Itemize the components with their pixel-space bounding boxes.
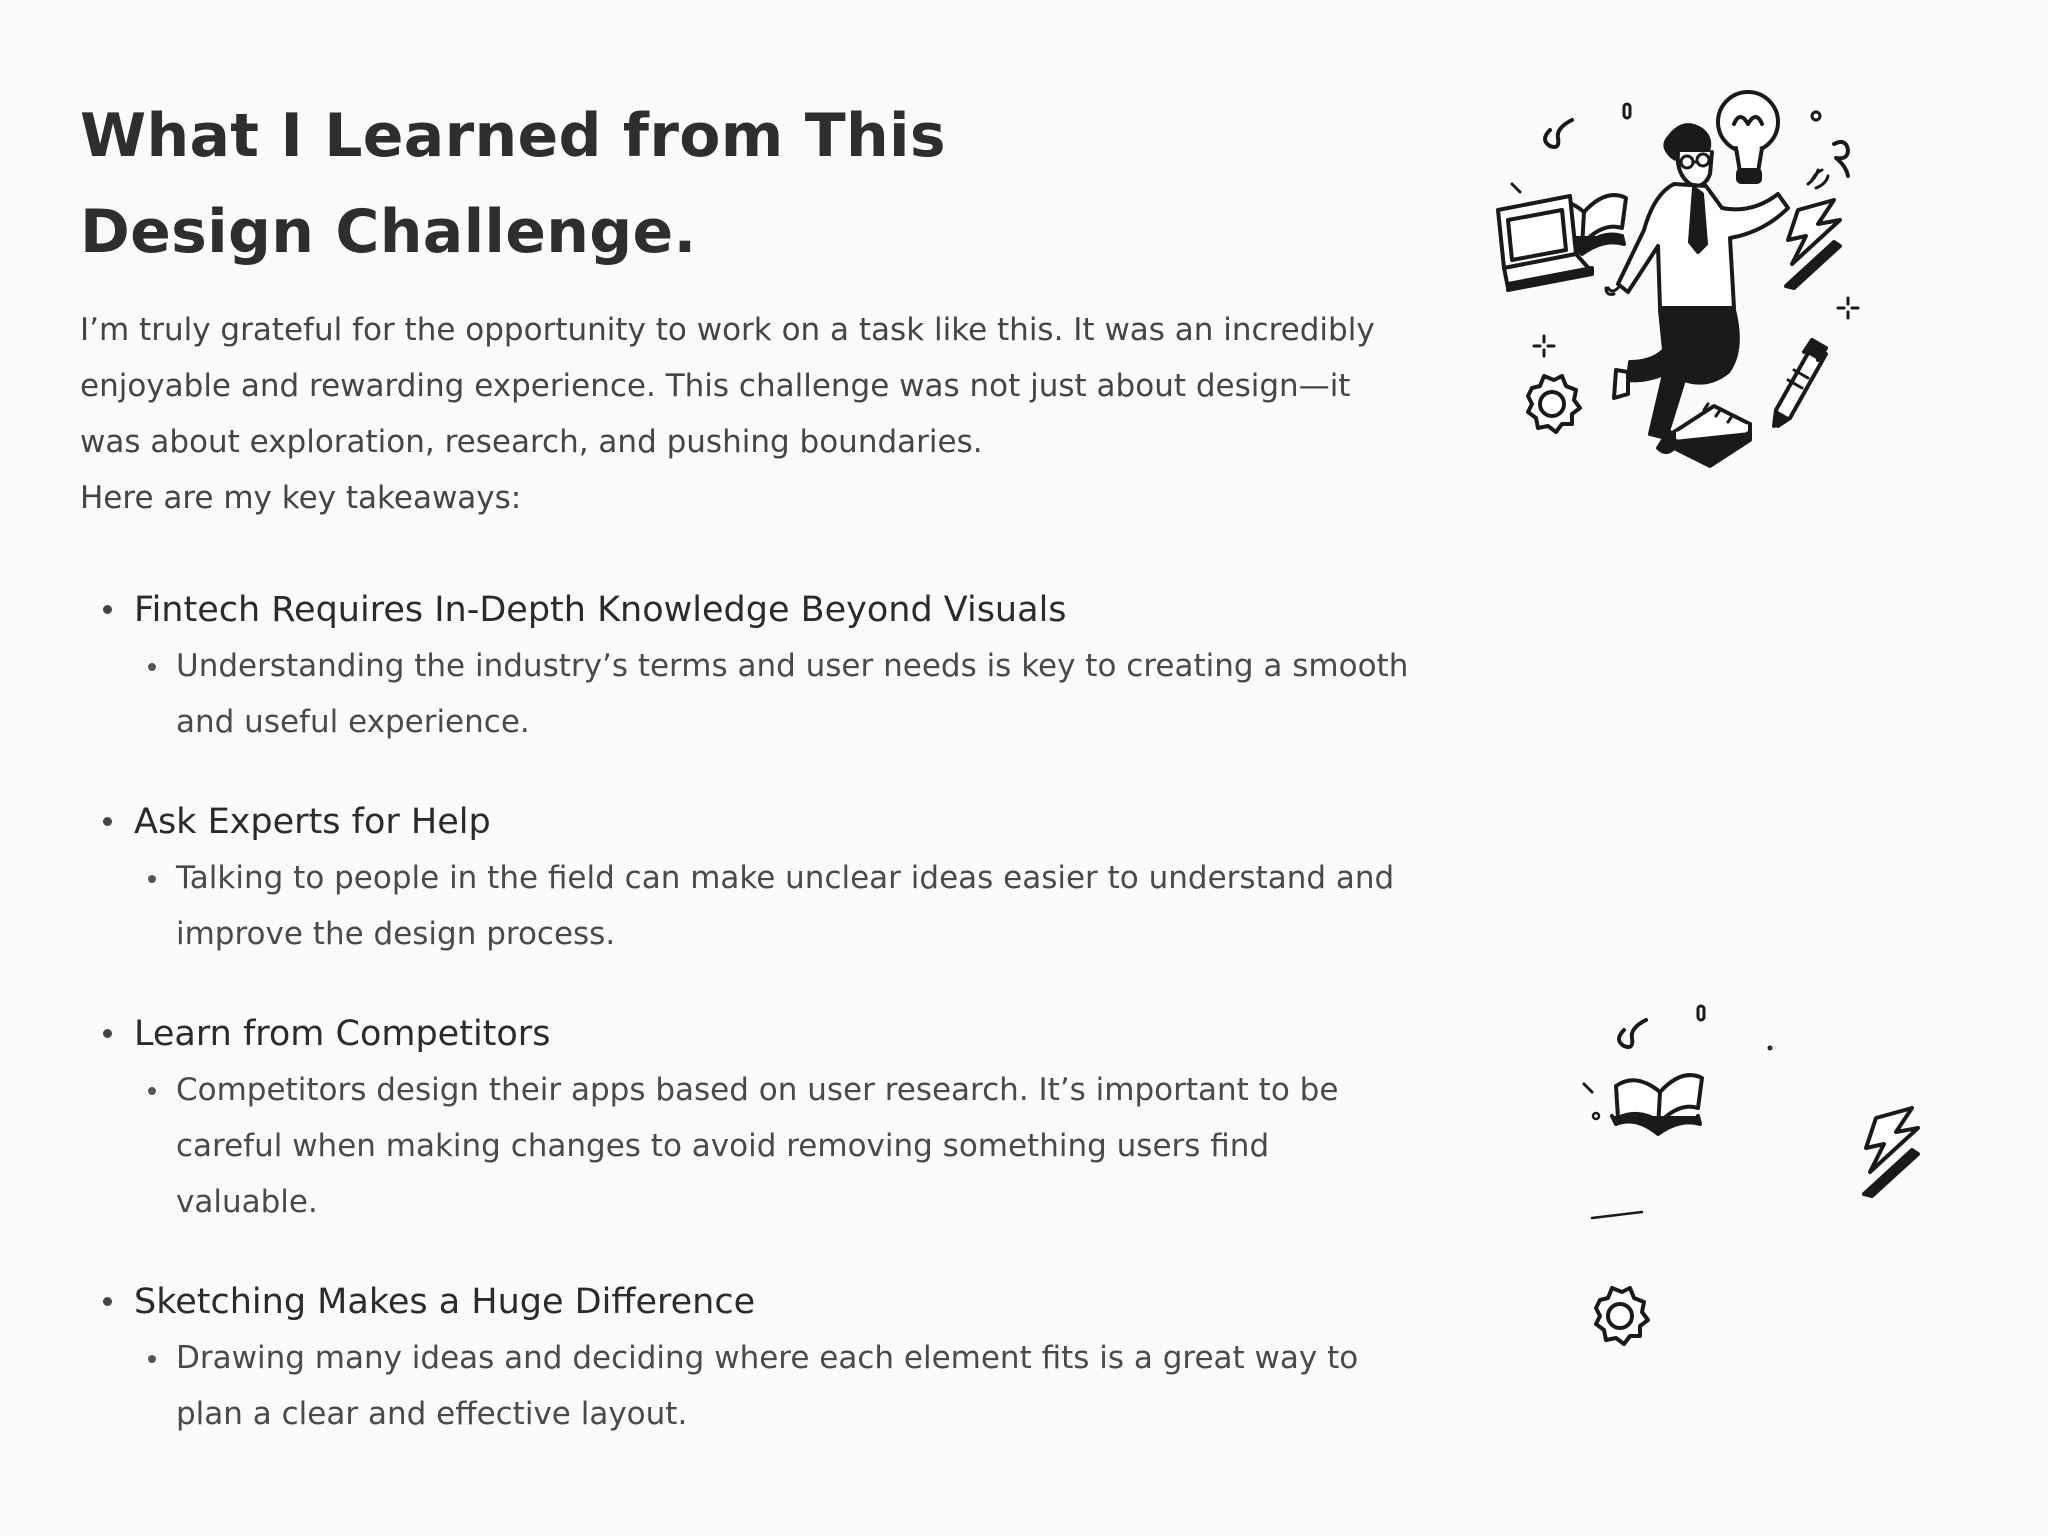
dash-doodle-icon (1698, 1006, 1704, 1020)
page-title-line-1: What I Learned from This (80, 101, 946, 171)
swirl-doodle-icon (1619, 1020, 1646, 1047)
dash-doodle-icon (1624, 104, 1630, 118)
person-jumping-illustration (1490, 80, 1880, 480)
gear-icon (1528, 376, 1580, 432)
dot-doodle-icon (1593, 1113, 1599, 1119)
sparkle-icon (1838, 298, 1858, 318)
intro (80, 302, 1420, 526)
pencil-icon (1774, 340, 1826, 426)
dash-doodle-icon (1512, 184, 1520, 192)
takeaway-detail: Drawing many ideas and deciding where each element fits is a great way to plan a clear and effective layout. (134, 1330, 1420, 1442)
open-book-icon (1612, 1075, 1702, 1134)
takeaway-detail: Competitors design their apps based on user research. It’s important to be careful when making changes to avoid removing something users find valuable. (134, 1062, 1420, 1230)
dot-doodle-icon (1769, 1047, 1772, 1050)
swirl-doodle-icon (1545, 120, 1572, 147)
takeaway-title: Learn from Competitors (134, 1014, 551, 1054)
lightbulb-icon (1718, 92, 1778, 182)
swirl-doodle-icon (1834, 142, 1848, 176)
notepad-stack-icon (1674, 404, 1750, 466)
takeaway-detail: Understanding the industry’s terms and user needs is key to creating a smooth and useful experience. (134, 638, 1420, 750)
article (80, 88, 1420, 1486)
lightning-bolt-icon (1786, 200, 1840, 288)
intro-lead: Here are my key takeaways: (80, 480, 522, 516)
page-title-line-2: Design Challenge. (80, 197, 697, 267)
floating-doodles-illustration (1570, 990, 1950, 1370)
dash-doodle-icon (1592, 1212, 1642, 1218)
dot-doodle-icon (1812, 112, 1820, 120)
lightning-bolt-icon (1864, 1108, 1918, 1196)
dash-doodle-icon (1584, 1084, 1592, 1092)
sparkle-icon (1534, 336, 1554, 356)
takeaway-title: Sketching Makes a Huge Difference (134, 1282, 756, 1322)
takeaway-item (80, 582, 1420, 750)
gear-icon (1596, 1288, 1648, 1344)
takeaway-detail: Talking to people in the field can make unclear ideas easier to understand and improve the design process. (134, 850, 1420, 962)
takeaway-item (80, 1006, 1420, 1230)
page-title (80, 88, 1420, 280)
takeaway-item (80, 1274, 1420, 1442)
intro-paragraph: I’m truly grateful for the opportunity to work on a task like this. It was an incredibly enjoyable and rewarding experience. This challenge was not just about design—it was about exploration, research, and pushing boundaries. (80, 312, 1375, 460)
takeaway-item (80, 794, 1420, 962)
takeaway-list (80, 582, 1420, 1442)
takeaway-title: Fintech Requires In-Depth Knowledge Beyond Visuals (134, 590, 1067, 630)
takeaway-title: Ask Experts for Help (134, 802, 491, 842)
